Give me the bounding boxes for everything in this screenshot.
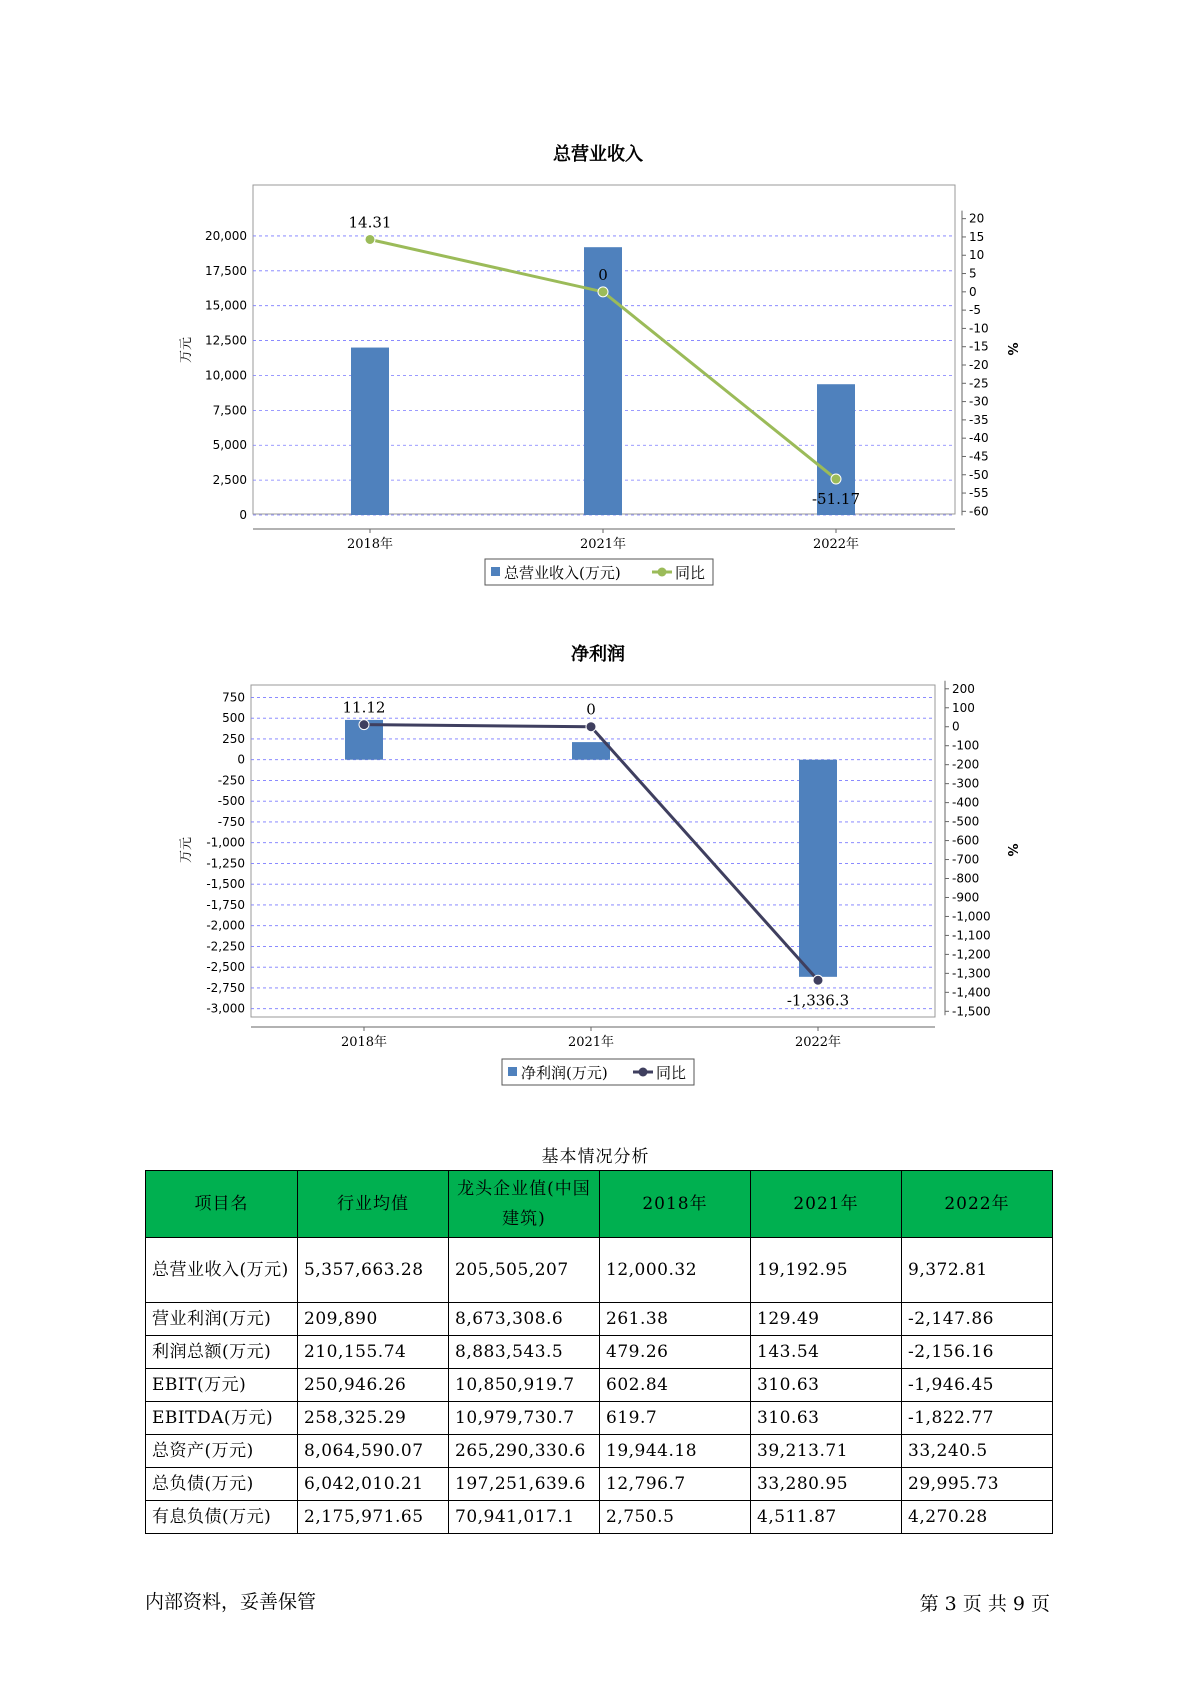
yoy-data-label: 11.12	[342, 698, 386, 717]
table-cell: 129.49	[751, 1303, 902, 1336]
column-header: 2021年	[751, 1171, 902, 1238]
y2-tick-label: -5	[969, 303, 981, 318]
revenue-chart-title: 总营业收入	[553, 144, 643, 165]
footer-page-number: 第 3 页 共 9 页	[919, 1593, 1050, 1615]
column-header: 2018年	[600, 1171, 751, 1238]
y2-tick-label: -1,200	[952, 947, 991, 962]
row-label: 总负债(万元)	[146, 1468, 298, 1501]
yoy-point	[586, 722, 596, 732]
y2-tick-label: 100	[952, 700, 975, 715]
y-tick-label: -2,750	[206, 980, 245, 995]
bar-2021年	[572, 742, 610, 760]
table-cell: 5,357,663.28	[298, 1238, 449, 1303]
row-label: 总营业收入(万元)	[146, 1238, 298, 1303]
y-tick-label: -1,250	[206, 856, 245, 871]
y-tick-label: -750	[217, 814, 245, 829]
table-cell: 29,995.73	[902, 1468, 1053, 1501]
y2-tick-label: 0	[952, 719, 960, 734]
y2-tick-label: 200	[952, 681, 975, 696]
table-cell: 2,175,971.65	[298, 1501, 449, 1534]
table-cell: 143.54	[751, 1336, 902, 1369]
table-cell: 261.38	[600, 1303, 751, 1336]
x-tick-label: 2022年	[794, 1035, 842, 1050]
x-tick-label: 2018年	[346, 537, 394, 552]
table-cell: 250,946.26	[298, 1369, 449, 1402]
y-tick-label: -2,250	[206, 939, 245, 954]
yoy-data-label: 0	[586, 700, 596, 719]
table-cell: 19,944.18	[600, 1435, 751, 1468]
table-cell: -2,147.86	[902, 1303, 1053, 1336]
y2-tick-label: -1,500	[952, 1004, 991, 1019]
y-tick-label: 250	[222, 731, 245, 746]
yoy-point	[598, 287, 608, 297]
row-label: 营业利润(万元)	[146, 1303, 298, 1336]
y2-tick-label: 0	[969, 284, 977, 299]
y2-tick-label: -1,300	[952, 966, 991, 981]
revenue-y2-axis-label: %	[1004, 342, 1019, 356]
y2-tick-label: -25	[969, 376, 989, 391]
table-cell: 12,000.32	[600, 1238, 751, 1303]
revenue-legend-bar-swatch	[491, 567, 500, 576]
net-profit-legend	[502, 1059, 694, 1085]
table-row	[146, 1435, 1053, 1468]
y2-tick-label: -60	[969, 504, 989, 519]
y-tick-label: 0	[239, 508, 247, 522]
y-tick-label: 12,500	[205, 333, 247, 348]
x-tick-label: 2022年	[812, 537, 860, 552]
y2-tick-label: -900	[952, 890, 980, 905]
y-tick-label: 5,000	[212, 438, 247, 453]
y2-tick-label: -35	[969, 412, 989, 427]
table-cell: 197,251,639.6	[449, 1468, 600, 1501]
y2-tick-label: -30	[969, 394, 989, 409]
net-profit-chart	[179, 643, 1019, 1085]
yoy-point	[365, 234, 375, 244]
revenue-legend-line-marker	[658, 568, 667, 577]
table-row	[146, 1336, 1053, 1369]
table-cell: 209,890	[298, 1303, 449, 1336]
y2-tick-label: -55	[969, 486, 989, 501]
net-profit-legend-line-marker	[639, 1068, 648, 1077]
y2-tick-label: -700	[952, 852, 980, 867]
table-cell: 210,155.74	[298, 1336, 449, 1369]
net-profit-legend-line-label: 同比	[656, 1064, 687, 1082]
y2-tick-label: -15	[969, 339, 989, 354]
y2-tick-label: -45	[969, 449, 989, 464]
net-profit-chart-title: 净利润	[571, 644, 625, 665]
table-cell: 33,240.5	[902, 1435, 1053, 1468]
y2-tick-label: -10	[969, 321, 989, 336]
y2-tick-label: 20	[969, 211, 985, 226]
table-cell: 6,042,010.21	[298, 1468, 449, 1501]
table-row	[146, 1402, 1053, 1435]
yoy-point	[359, 720, 369, 730]
revenue-legend-line-label: 同比	[675, 564, 706, 582]
table-cell: -1,822.77	[902, 1402, 1053, 1435]
x-tick-label: 2018年	[340, 1035, 388, 1050]
y2-tick-label: -300	[952, 776, 980, 791]
y-tick-label: -3,000	[206, 1001, 245, 1016]
x-tick-label: 2021年	[567, 1035, 615, 1050]
table-cell: 9,372.81	[902, 1238, 1053, 1303]
yoy-point	[831, 474, 841, 484]
y-tick-label: -2,500	[206, 960, 245, 975]
y2-tick-label: -600	[952, 833, 980, 848]
y2-tick-label: -800	[952, 871, 980, 886]
row-label: 利润总额(万元)	[146, 1336, 298, 1369]
y-tick-label: -1,000	[206, 835, 245, 850]
table-cell: 205,505,207	[449, 1238, 600, 1303]
y-tick-label: 20,000	[205, 228, 247, 243]
y-tick-label: 10,000	[205, 368, 247, 383]
y-tick-label: 15,000	[205, 298, 247, 313]
y-tick-label: -1,750	[206, 897, 245, 912]
revenue-y-axis-label: 万元	[179, 336, 194, 364]
table-cell: 2,750.5	[600, 1501, 751, 1534]
table-cell: 265,290,330.6	[449, 1435, 600, 1468]
yoy-data-label: -1,336.3	[786, 991, 850, 1010]
table-caption: 基本情况分析	[541, 1147, 650, 1167]
y2-tick-label: -50	[969, 467, 989, 482]
table-row	[146, 1238, 1053, 1303]
table-row	[146, 1501, 1053, 1534]
table-row	[146, 1468, 1053, 1501]
net-profit-legend-bar-label: 净利润(万元)	[521, 1064, 608, 1082]
y2-tick-label: -500	[952, 814, 980, 829]
table-row	[146, 1369, 1053, 1402]
analysis-table	[145, 1170, 1053, 1534]
net-profit-legend-bar-swatch	[508, 1067, 517, 1076]
table-cell: 602.84	[600, 1369, 751, 1402]
y-tick-label: -1,500	[206, 877, 245, 892]
yoy-data-label: 0	[598, 265, 608, 284]
revenue-legend	[485, 559, 713, 585]
y2-tick-label: -100	[952, 738, 980, 753]
table-cell: 4,511.87	[751, 1501, 902, 1534]
bar-2022年	[799, 760, 837, 977]
y2-tick-label: 15	[969, 229, 985, 244]
row-label: EBIT(万元)	[146, 1369, 298, 1402]
y-tick-label: 750	[222, 690, 245, 705]
y-tick-label: 17,500	[205, 263, 247, 278]
y2-tick-label: -1,100	[952, 928, 991, 943]
table-cell: 12,796.7	[600, 1468, 751, 1501]
y-tick-label: 7,500	[212, 403, 247, 418]
column-header: 2022年	[902, 1171, 1053, 1238]
y-tick-label: -250	[217, 773, 245, 788]
table-cell: 4,270.28	[902, 1501, 1053, 1534]
table-cell: 8,064,590.07	[298, 1435, 449, 1468]
y2-tick-label: -400	[952, 795, 980, 810]
row-label: 有息负债(万元)	[146, 1501, 298, 1534]
y-tick-label: 0	[237, 752, 245, 767]
column-header: 行业均值	[298, 1171, 449, 1238]
table-cell: 33,280.95	[751, 1468, 902, 1501]
row-label: 总资产(万元)	[146, 1435, 298, 1468]
yoy-data-label: 14.31	[348, 213, 392, 232]
net-profit-y2-axis-label: %	[1004, 843, 1019, 857]
y-tick-label: 2,500	[212, 473, 247, 488]
yoy-data-label: -51.17	[811, 490, 861, 509]
bar-2018年	[351, 348, 389, 515]
y2-tick-label: -200	[952, 757, 980, 772]
table-cell: 619.7	[600, 1402, 751, 1435]
table-cell: 19,192.95	[751, 1238, 902, 1303]
y2-tick-label: -40	[969, 431, 989, 446]
y2-tick-label: 10	[969, 248, 985, 263]
table-cell: 10,850,919.7	[449, 1369, 600, 1402]
x-tick-label: 2021年	[579, 537, 627, 552]
y-tick-label: -500	[217, 794, 245, 809]
y2-tick-label: -1,000	[952, 909, 991, 924]
y-tick-label: 500	[222, 711, 245, 726]
y2-tick-label: -1,400	[952, 985, 991, 1000]
row-label: EBITDA(万元)	[146, 1402, 298, 1435]
y2-tick-label: -20	[969, 358, 989, 372]
column-header: 项目名	[146, 1171, 298, 1238]
y-tick-label: -2,000	[206, 918, 245, 933]
table-cell: 8,673,308.6	[449, 1303, 600, 1336]
table-cell: -2,156.16	[902, 1336, 1053, 1369]
column-header: 龙头企业值(中国建筑)	[449, 1171, 600, 1238]
table-header-row	[146, 1171, 1053, 1238]
revenue-legend-bar-label: 总营业收入(万元)	[504, 564, 621, 582]
y2-tick-label: 5	[969, 266, 977, 281]
table-cell: 479.26	[600, 1336, 751, 1369]
table-cell: 8,883,543.5	[449, 1336, 600, 1369]
revenue-chart	[179, 143, 1019, 585]
table-cell: 310.63	[751, 1402, 902, 1435]
table-cell: 10,979,730.7	[449, 1402, 600, 1435]
yoy-point	[813, 975, 823, 985]
net-profit-y-axis-label: 万元	[179, 836, 194, 864]
footer-confidential-note: 内部资料，妥善保管	[145, 1591, 317, 1613]
table-cell: 39,213.71	[751, 1435, 902, 1468]
table-cell: 310.63	[751, 1369, 902, 1402]
yoy-line	[364, 725, 818, 981]
table-row	[146, 1303, 1053, 1336]
table-cell: -1,946.45	[902, 1369, 1053, 1402]
table-cell: 258,325.29	[298, 1402, 449, 1435]
table-cell: 70,941,017.1	[449, 1501, 600, 1534]
